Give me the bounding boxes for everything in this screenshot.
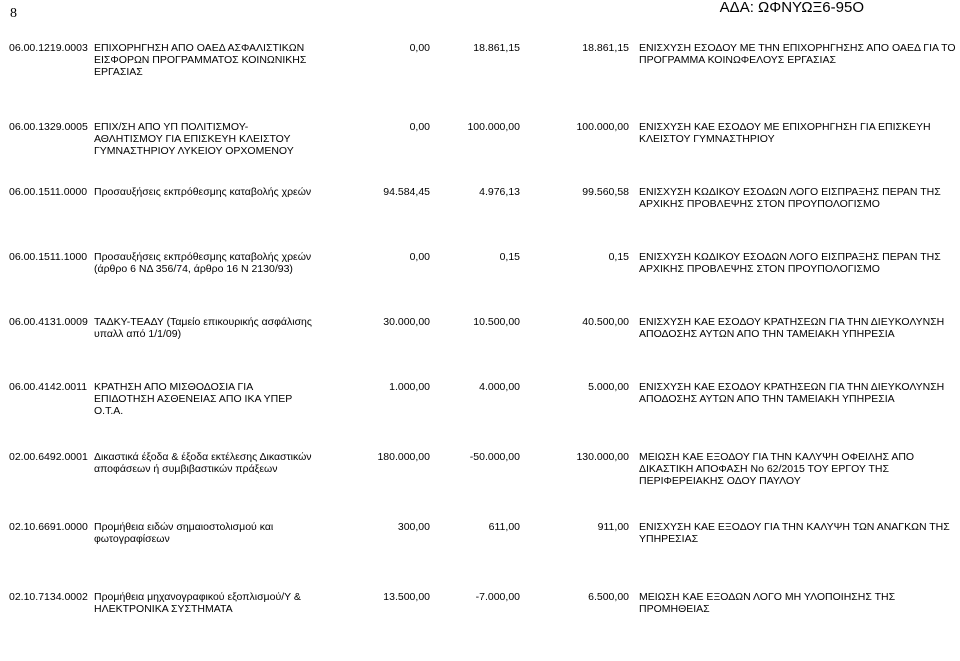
account-title: ΚΡΑΤΗΣΗ ΑΠΟ ΜΙΣΘΟΔΟΣΙΑ ΓΙΑ ΕΠΙΔΟΤΗΣΗ ΑΣΘΕΝΕΙΑΣ ΑΠΟ ΙΚΑ ΥΠΕΡ Ο.Τ.Α. — [94, 381, 293, 417]
account-code: 06.00.1329.0005 — [9, 121, 88, 133]
table-row — [0, 437, 960, 507]
account-code: 06.00.4131.0009 — [9, 316, 88, 328]
account-title: ΤΑΔΚΥ-ΤΕΑΔΥ (Ταμείο επικουρικής ασφάλισης υπαλλ από 1/1/09) — [94, 316, 312, 340]
table-row — [0, 28, 960, 107]
final-amount: 18.861,15 — [582, 42, 629, 54]
change-amount: 0,15 — [499, 251, 520, 263]
page-number: 8 — [10, 6, 17, 21]
final-amount: 5.000,00 — [588, 381, 629, 393]
account-code: 06.00.1219.0003 — [9, 42, 88, 54]
account-code: 06.00.4142.0011 — [9, 381, 88, 393]
account-code: 06.00.1511.1000 — [9, 251, 88, 263]
initial-amount: 94.584,45 — [383, 186, 430, 198]
account-title: Προσαυξήσεις εκπρόθεσμης καταβολής χρεών (άρθρο 6 ΝΔ 356/74, άρθρο 16 Ν 2130/93) — [94, 251, 312, 275]
account-title: Προσαυξήσεις εκπρόθεσμης καταβολής χρεών — [94, 186, 312, 198]
budget-amendment-table — [0, 28, 960, 627]
account-code: 02.10.7134.0002 — [9, 591, 88, 603]
final-amount: 99.560,58 — [582, 186, 629, 198]
table-row — [0, 302, 960, 367]
ada-identifier: ΑΔΑ: ΩΦΝΥΩΞ6-95Ο — [719, 0, 864, 16]
table-row — [0, 107, 960, 172]
justification-note: ΕΝΙΣΧΥΣΗ ΚΑΕ ΕΣΟΔΟΥ ΜΕ ΕΠΙΧΟΡΗΓΗΣΗ ΓΙΑ ΕΠΙΣΚΕΥΗ ΚΛΕΙΣΤΟΥ ΓΥΜΝΑΣΤΗΡΙΟΥ — [639, 121, 931, 145]
account-title: Προμήθεια ειδών σημαιοστολισμού και φωτογραφίσεων — [94, 521, 274, 545]
change-amount: 10.500,00 — [473, 316, 520, 328]
table-row — [0, 172, 960, 237]
account-title: ΕΠΙΧ/ΣΗ ΑΠΟ ΥΠ ΠΟΛΙΤΙΣΜΟΥ-ΑΘΛΗΤΙΣΜΟΥ ΓΙΑ ΕΠΙΣΚΕΥΗ ΚΛΕΙΣΤΟΥ ΓΥΜΝΑΣΤΗΡΙΟΥ ΛΥΚΕΙΟΥ ΟΡΧΟΜΕΝΟΥ — [94, 121, 294, 157]
initial-amount: 300,00 — [397, 521, 430, 533]
final-amount: 40.500,00 — [582, 316, 629, 328]
table-row — [0, 367, 960, 437]
account-title: Προμήθεια μηχανογραφικού εξοπλισμού/Υ & ΗΛΕΚΤΡΟΝΙΚΑ ΣΥΣΤΗΜΑΤΑ — [94, 591, 301, 615]
change-amount: 100.000,00 — [467, 121, 520, 133]
initial-amount: 1.000,00 — [389, 381, 430, 393]
change-amount: 4.000,00 — [479, 381, 520, 393]
justification-note: ΕΝΙΣΧΥΣΗ ΚΩΔΙΚΟΥ ΕΣΟΔΩΝ ΛΟΓΟ ΕΙΣΠΡΑΞΗΣ ΠΕΡΑΝ ΤΗΣ ΑΡΧΙΚΗΣ ΠΡΟΒΛΕΨΗΣ ΣΤΟΝ ΠΡΟΥΠΟΛΟΓΙΣΜΟ — [639, 251, 941, 275]
table-row — [0, 577, 960, 627]
justification-note: ΕΝΙΣΧΥΣΗ ΕΣΟΔΟΥ ΜΕ ΤΗΝ ΕΠΙΧΟΡΗΓΗΣΗΣ ΑΠΟ ΟΑΕΔ ΓΙΑ ΤΟ ΠΡΟΓΡΑΜΜΑ ΚΟΙΝΩΦΕΛΟΥΣ ΕΡΓΑΣΙΑΣ — [639, 42, 956, 66]
account-title: ΕΠΙΧΟΡΗΓΗΣΗ ΑΠΟ ΟΑΕΔ ΑΣΦΑΛΙΣΤΙΚΩΝ ΕΙΣΦΟΡΩΝ ΠΡΟΓΡΑΜΜΑΤΟΣ ΚΟΙΝΩΝΙΚΗΣ ΕΡΓΑΣΙΑΣ — [94, 42, 307, 78]
initial-amount: 30.000,00 — [383, 316, 430, 328]
final-amount: 130.000,00 — [576, 451, 629, 463]
table-row — [0, 507, 960, 577]
final-amount: 911,00 — [597, 521, 629, 533]
account-title: Δικαστικά έξοδα & έξοδα εκτέλεσης Δικαστικών αποφάσεων ή συμβιβαστικών πράξεων — [94, 451, 312, 475]
justification-note: ΕΝΙΣΧΥΣΗ ΚΑΕ ΕΣΟΔΟΥ ΚΡΑΤΗΣΕΩΝ ΓΙΑ ΤΗΝ ΔΙΕΥΚΟΛΥΝΣΗ ΑΠΟΔΟΣΗΣ ΑΥΤΩΝ ΑΠΟ ΤΗΝ ΤΑΜΕΙΑΚΗ ΥΠΗΡΕΣΙΑ — [639, 316, 945, 340]
change-amount: 4.976,13 — [479, 186, 520, 198]
final-amount: 0,15 — [608, 251, 629, 263]
account-code: 02.00.6492.0001 — [9, 451, 88, 463]
account-code: 06.00.1511.0000 — [9, 186, 88, 198]
account-code: 02.10.6691.0000 — [9, 521, 88, 533]
justification-note: ΜΕΙΩΣΗ ΚΑΕ ΕΞΟΔΟΥ ΓΙΑ ΤΗΝ ΚΑΛΥΨΗ ΟΦΕΙΛΗΣ ΑΠΟ ΔΙΚΑΣΤΙΚΗ ΑΠΟΦΑΣΗ Νο 62/2015 ΤΟΥ ΕΡΓΟΥ ΤΗΣ ΠΕΡΙΦΕΡΕΙΑΚΗΣ ΟΔΟΥ ΠΑΥΛΟΥ — [639, 451, 915, 487]
initial-amount: 0,00 — [409, 42, 430, 54]
change-amount: -7.000,00 — [475, 591, 520, 603]
initial-amount: 0,00 — [409, 121, 430, 133]
initial-amount: 13.500,00 — [383, 591, 430, 603]
initial-amount: 0,00 — [409, 251, 430, 263]
justification-note: ΜΕΙΩΣΗ ΚΑΕ ΕΞΟΔΩΝ ΛΟΓΟ ΜΗ ΥΛΟΠΟΙΗΣΗΣ ΤΗΣ ΠΡΟΜΗΘΕΙΑΣ — [639, 591, 896, 615]
final-amount: 6.500,00 — [588, 591, 629, 603]
table-row — [0, 237, 960, 302]
justification-note: ΕΝΙΣΧΥΣΗ ΚΑΕ ΕΞΟΔΟΥ ΓΙΑ ΤΗΝ ΚΑΛΥΨΗ ΤΩΝ ΑΝΑΓΚΩΝ ΤΗΣ ΥΠΗΡΕΣΙΑΣ — [639, 521, 950, 545]
change-amount: 611,00 — [488, 521, 520, 533]
final-amount: 100.000,00 — [576, 121, 629, 133]
change-amount: -50.000,00 — [469, 451, 520, 463]
change-amount: 18.861,15 — [473, 42, 520, 54]
justification-note: ΕΝΙΣΧΥΣΗ ΚΑΕ ΕΣΟΔΟΥ ΚΡΑΤΗΣΕΩΝ ΓΙΑ ΤΗΝ ΔΙΕΥΚΟΛΥΝΣΗ ΑΠΟΔΟΣΗΣ ΑΥΤΩΝ ΑΠΟ ΤΗΝ ΤΑΜΕΙΑΚΗ ΥΠΗΡΕΣΙΑ — [639, 381, 945, 405]
justification-note: ΕΝΙΣΧΥΣΗ ΚΩΔΙΚΟΥ ΕΣΟΔΩΝ ΛΟΓΟ ΕΙΣΠΡΑΞΗΣ ΠΕΡΑΝ ΤΗΣ ΑΡΧΙΚΗΣ ΠΡΟΒΛΕΨΗΣ ΣΤΟΝ ΠΡΟΥΠΟΛΟΓΙΣΜΟ — [639, 186, 941, 210]
initial-amount: 180.000,00 — [377, 451, 430, 463]
